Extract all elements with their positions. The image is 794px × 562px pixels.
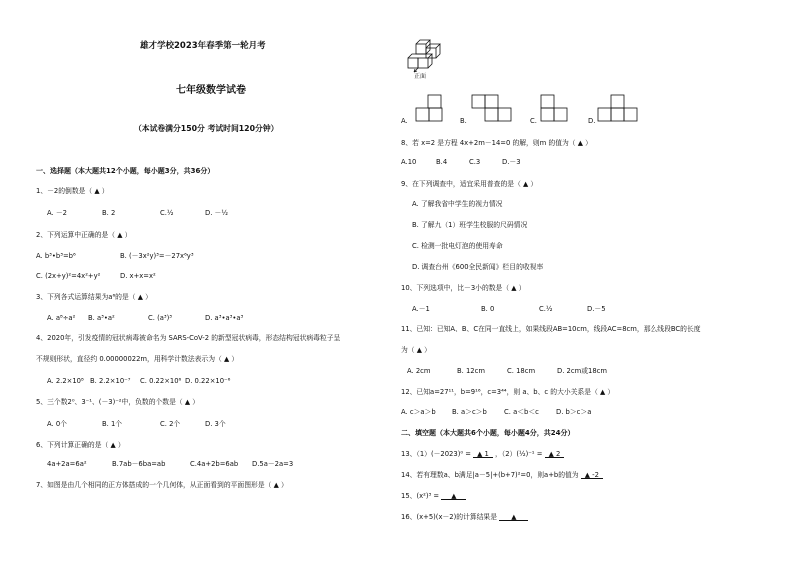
q3-option-d: D. a³•a³•a³ bbox=[205, 314, 244, 322]
q7-option-a-shape bbox=[416, 93, 446, 123]
q7-option-a: A. bbox=[401, 117, 408, 125]
q5-option-d: D. 3个 bbox=[205, 420, 226, 428]
q7-option-b-shape bbox=[472, 93, 516, 123]
q10-option-d: D.－5 bbox=[587, 305, 606, 313]
q8-option-b: B.4 bbox=[436, 158, 448, 166]
q4-stem-line2: 不规则形状，直径约 0.00000022m，用科学计数法表示为（ ▲ ） bbox=[36, 355, 239, 363]
q10-option-b: B. 0 bbox=[481, 305, 495, 313]
q2-option-c: C. (2x+y)²=4x²+y² bbox=[36, 272, 101, 280]
q16-prefix: 16、(x+5)(x－2)的计算结果是 bbox=[401, 513, 498, 521]
q8-stem: 8、若 x=2 是方程 4x+2m－14=0 的解，则m 的值为（ ▲ ） bbox=[401, 139, 592, 147]
q14-answer[interactable]: ▲ -2 bbox=[581, 471, 603, 479]
q9-option-b: B. 了解九（1）班学生校服的尺码情况 bbox=[412, 221, 528, 229]
q15 bbox=[401, 492, 466, 501]
q5-option-b: B. 1个 bbox=[102, 420, 123, 428]
q15-answer[interactable]: ▲ bbox=[441, 492, 466, 500]
q13-answer-2[interactable]: ▲ 2 bbox=[545, 450, 565, 458]
q7-stem: 7、如图是由几个相同的正方体搭成的一个几何体，从正面看到的平面图形是（ ▲ ） bbox=[36, 481, 288, 489]
q4-option-b: B. 2.2×10⁻⁷ bbox=[90, 377, 131, 385]
q8-option-d: D.－3 bbox=[502, 158, 521, 166]
q12-option-d: D. b＞c＞a bbox=[556, 408, 592, 416]
q9-option-d: D. 调查台州《600全民新闻》栏目的收视率 bbox=[412, 263, 544, 271]
q8-option-a: A.10 bbox=[401, 158, 417, 166]
q14 bbox=[401, 471, 603, 480]
q13-prefix: 13、（1）(－2023)⁰ = bbox=[401, 450, 471, 458]
q3-option-a: A. a⁸÷a² bbox=[47, 314, 76, 322]
q4-option-a: A. 2.2×10⁸ bbox=[47, 377, 84, 385]
q1-option-a: A. －2 bbox=[47, 209, 67, 217]
q9-option-c: C. 检测一批电灯泡的使用寿命 bbox=[412, 242, 503, 250]
q13-answer-1[interactable]: ▲ 1 bbox=[473, 450, 493, 458]
q3-option-c: C. (a³)³ bbox=[148, 314, 172, 322]
q12-option-c: C. a＜b＜c bbox=[504, 408, 539, 416]
q6-option-c: C.4a+2b=6ab bbox=[190, 460, 239, 468]
q5-option-c: C. 2个 bbox=[160, 420, 181, 428]
q6-stem: 6、下列计算正确的是（ ▲ ） bbox=[36, 441, 125, 449]
q10-option-c: C.½ bbox=[539, 305, 553, 313]
q11-stem-line2: 为（ ▲ ） bbox=[401, 346, 431, 354]
q6-option-d: D.5a－2a=3 bbox=[252, 460, 294, 468]
q11-stem-line1: 11、已知：已知A、B、C在同一直线上，如果线段AB=10cm，线段AC=8cm，那么线段BC的长度 bbox=[401, 325, 701, 333]
q7-option-d-shape bbox=[598, 93, 642, 123]
q5-option-a: A. 0个 bbox=[47, 420, 67, 428]
section1-title: 一、选择题（本大题共12个小题，每小题3分，共36分） bbox=[36, 167, 215, 175]
q7-option-d: D. bbox=[588, 117, 596, 125]
q11-option-c: C. 18cm bbox=[507, 367, 536, 375]
q6-option-b: B.7ab－6ba=ab bbox=[112, 460, 166, 468]
q9-option-a: A. 了解我省中学生的视力情况 bbox=[412, 200, 503, 208]
q16-answer[interactable]: ▲ bbox=[499, 513, 528, 521]
q11-option-a: A. 2cm bbox=[407, 367, 431, 375]
q4-option-d: D. 0.22×10⁻⁶ bbox=[185, 377, 231, 385]
q3-stem: 3、下列各式运算结果为a⁶的是（ ▲ ） bbox=[36, 293, 152, 301]
q7-option-b: B. bbox=[460, 117, 467, 125]
front-label: 正面 bbox=[414, 73, 427, 80]
q2-option-a: A. b³•b³=b⁶ bbox=[36, 252, 76, 260]
q14-prefix: 14、若有理数a、b满足|a－5|+(b+7)²=0，则a+b的值为 bbox=[401, 471, 579, 479]
q9-stem: 9、在下列调查中，适宜采用普查的是（ ▲ ） bbox=[401, 180, 538, 188]
q5-stem: 5、三个数2⁰、3⁻¹、(－3)⁻²中，负数的个数是（ ▲ ） bbox=[36, 398, 200, 406]
section2-title: 二、填空题（本大题共6个小题，每小题4分，共24分） bbox=[401, 429, 575, 437]
q12-option-a: A. c＞a＞b bbox=[401, 408, 436, 416]
q1-option-b: B. 2 bbox=[102, 209, 116, 217]
q16 bbox=[401, 513, 528, 522]
q11-option-b: B. 12cm bbox=[457, 367, 485, 375]
q12-stem: 12、已知a=27¹¹，b=9¹⁶，c=3⁴⁴，则 a、b、c 的大小关系是（ ▲ ） bbox=[401, 388, 615, 396]
q6-option-a: 4a+2a=6a² bbox=[47, 460, 87, 468]
q10-stem: 10、下列选项中，比－3小的数是（ ▲ ） bbox=[401, 284, 526, 292]
q2-option-b: B. (－3x²y)³=－27x⁶y³ bbox=[120, 252, 194, 260]
q11-option-d: D. 2cm或18cm bbox=[557, 367, 608, 375]
q1-stem: 1、－2的倒数是（ ▲ ） bbox=[36, 187, 109, 195]
q1-option-c: C.½ bbox=[160, 209, 174, 217]
q12-option-b: B. a＞c＞b bbox=[452, 408, 487, 416]
exam-title: 七年级数学试卷 bbox=[176, 85, 246, 96]
q15-prefix: 15、(x²)³ = bbox=[401, 492, 440, 500]
q7-option-c-shape bbox=[541, 93, 571, 123]
exam-info: （本试卷满分150分 考试时间120分钟） bbox=[134, 124, 279, 133]
school-line: 雄才学校2023年春季第一轮月考 bbox=[140, 41, 266, 51]
q7-option-c: C. bbox=[530, 117, 537, 125]
q3-option-b: B. a³•a² bbox=[88, 314, 115, 322]
q4-stem-line1: 4、2020年，引发疫情的冠状病毒被命名为 SARS-CoV-2 的新型冠状病毒，形态结构冠状病毒粒子呈 bbox=[36, 334, 341, 342]
q2-stem: 2、下列运算中正确的是（ ▲ ） bbox=[36, 231, 132, 239]
q13-mid: ，（2）(½)⁻¹ = bbox=[495, 450, 543, 458]
q13 bbox=[401, 450, 564, 459]
q1-option-d: D. －½ bbox=[205, 209, 228, 217]
q4-option-c: C. 0.22×10⁶ bbox=[140, 377, 182, 385]
q10-option-a: A.－1 bbox=[412, 305, 430, 313]
q8-option-c: C.3 bbox=[469, 158, 481, 166]
q2-option-d: D. x+x=x² bbox=[120, 272, 156, 280]
